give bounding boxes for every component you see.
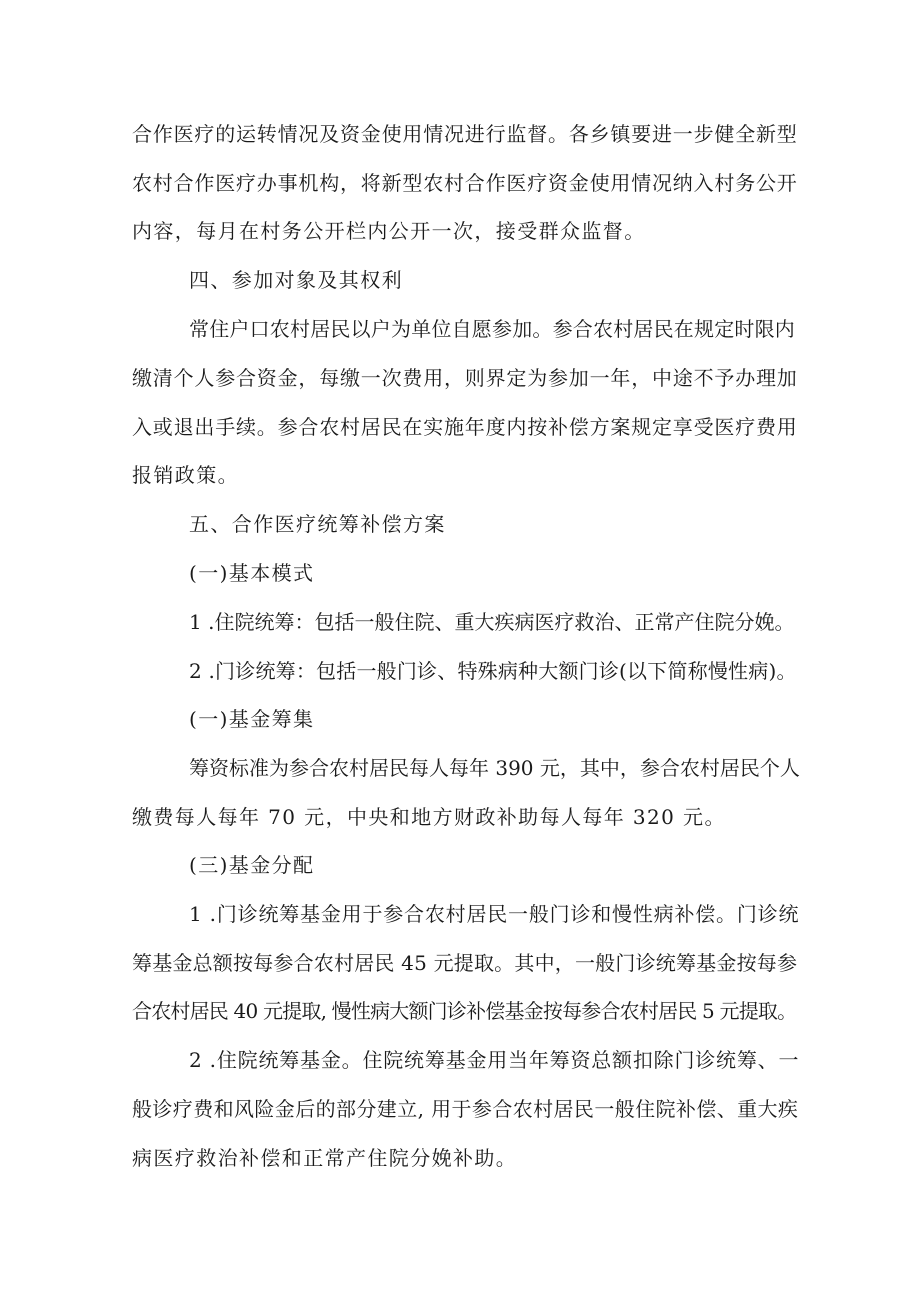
text-line: 缴费每人每年 70 元，中央和地方财政补助每人每年 320 元。 — [132, 805, 726, 829]
text-line: 筹资标准为参合农村居民每人每年 390 元，其中，参合农村居民个人 — [189, 756, 800, 780]
text-line: 常住户口农村居民以户为单位自愿参加。参合农村居民在规定时限内 — [189, 317, 795, 341]
text-line: 2 .住院统筹基金。住院统筹基金用当年筹资总额扣除门诊统筹、一 — [189, 1048, 800, 1072]
text-line: 1 .门诊统筹基金用于参合农村居民一般门诊和慢性病补偿。门诊统 — [189, 902, 800, 926]
text-line: 入或退出手续。参合农村居民在实施年度内按补偿方案规定享受医疗费用 — [132, 415, 798, 439]
text-line: 报销政策。 — [132, 463, 239, 487]
section-heading: 五、合作医疗统筹补偿方案 — [189, 512, 446, 536]
text-line: 病医疗救治补偿和正常产住院分娩补助。 — [132, 1146, 518, 1170]
text-line: 农村合作医疗办事机构，将新型农村合作医疗资金使用情况纳入村务公开 — [132, 171, 798, 195]
text-line: 合农村居民 40 元提取, 慢性病大额门诊补偿基金按每参合农村居民 5 元提取。 — [132, 999, 797, 1023]
text-line: 内容，每月在村务公开栏内公开一次，接受群众监督。 — [132, 219, 646, 243]
text-line: 1 .住院统筹：包括一般住院、重大疾病医疗救治、正常产住院分娩。 — [189, 610, 795, 634]
section-heading: 四、参加对象及其权利 — [189, 268, 403, 292]
subsection-heading: (一)基金筹集 — [189, 707, 315, 731]
subsection-heading: (三)基金分配 — [189, 853, 315, 877]
text-line: 合作医疗的运转情况及资金使用情况进行监督。各乡镇要进一步健全新型 — [132, 122, 798, 146]
subsection-heading: (一)基本模式 — [189, 561, 315, 585]
text-line: 2 .门诊统筹：包括一般门诊、特殊病种大额门诊(以下简称慢性病)。 — [189, 659, 797, 683]
text-line: 般诊疗费和风险金后的部分建立, 用于参合农村居民一般住院补偿、重大疾 — [132, 1097, 799, 1121]
text-line: 筹基金总额按每参合农村居民 45 元提取。其中，一般门诊统筹基金按每参 — [132, 951, 798, 975]
text-line: 缴清个人参合资金，每缴一次费用，则界定为参加一年，中途不予办理加 — [132, 366, 798, 390]
